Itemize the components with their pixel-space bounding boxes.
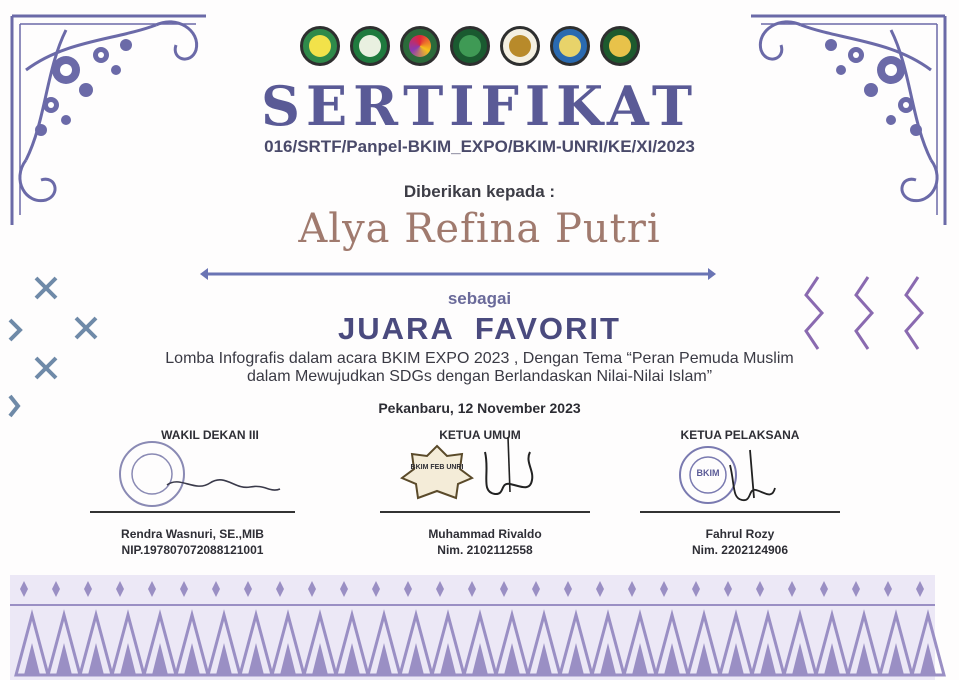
description-line-2: dalam Mewujudkan SDGs dengan Berlandaskan Nilai-Nilai Islam”: [246, 368, 713, 385]
signatory-title: WAKIL DEKAN III: [161, 428, 259, 442]
signatory-title: KETUA PELAKSANA: [680, 428, 800, 442]
signatory-id: NIP.197807072088121001: [121, 543, 264, 557]
songket-pattern-band: [0, 575, 959, 680]
signatory-name: Muhammad Rivaldo: [428, 527, 542, 541]
place-date: Pekanbaru, 12 November 2023: [378, 400, 581, 416]
cross-ornament-left: [8, 270, 118, 430]
description-line-1: Lomba Infografis dalam acara BKIM EXPO 2023 , Dengan Tema “Peran Pemuda Muslim: [165, 350, 794, 367]
right-stamp-text: BKIM: [696, 468, 720, 478]
signatory-title: KETUA UMUM: [439, 428, 521, 442]
center-stamp-text: BKIM FEB UNRI: [410, 464, 464, 471]
signature-line: [90, 511, 295, 513]
signatory-name: Rendra Wasnuri, SE.,MIB: [121, 527, 264, 541]
dome-logo-icon: [450, 26, 490, 66]
globe-logo-icon: [550, 26, 590, 66]
signature-ketua-pelaksana: [720, 440, 790, 510]
as-label: sebagai: [447, 289, 512, 308]
given-to-label: Diberikan kepada :: [403, 182, 556, 201]
award-description: [0, 350, 959, 386]
flame-logo-icon: [400, 26, 440, 66]
certificate-title: SERTIFIKAT: [261, 74, 698, 138]
certificate-number: 016/SRTF/Panpel-BKIM_EXPO/BKIM-UNRI/KE/XI/2023: [264, 137, 695, 156]
name-divider: [198, 266, 718, 282]
signature-line: [640, 511, 840, 513]
award-title: JUARA FAVORIT: [338, 311, 621, 346]
signature-ketua-umum: [470, 432, 550, 502]
bkim-feb-stamp: [400, 444, 474, 500]
organization-logo-icon: [500, 26, 540, 66]
logo-row: [300, 26, 640, 70]
signature-line: [380, 511, 590, 513]
zigzag-ornament-right: [798, 275, 938, 355]
mosque-logo-icon: [350, 26, 390, 66]
signature-wakil-dekan: [165, 465, 285, 500]
recipient-name: Alya Refina Putri: [298, 206, 661, 252]
university-logo-icon: [300, 26, 340, 66]
crescent-logo-icon: [600, 26, 640, 66]
signatory-id: Nim. 2102112558: [437, 543, 533, 557]
signatory-id: Nim. 2202124906: [691, 543, 789, 557]
signatory-name: Fahrul Rozy: [705, 527, 775, 541]
